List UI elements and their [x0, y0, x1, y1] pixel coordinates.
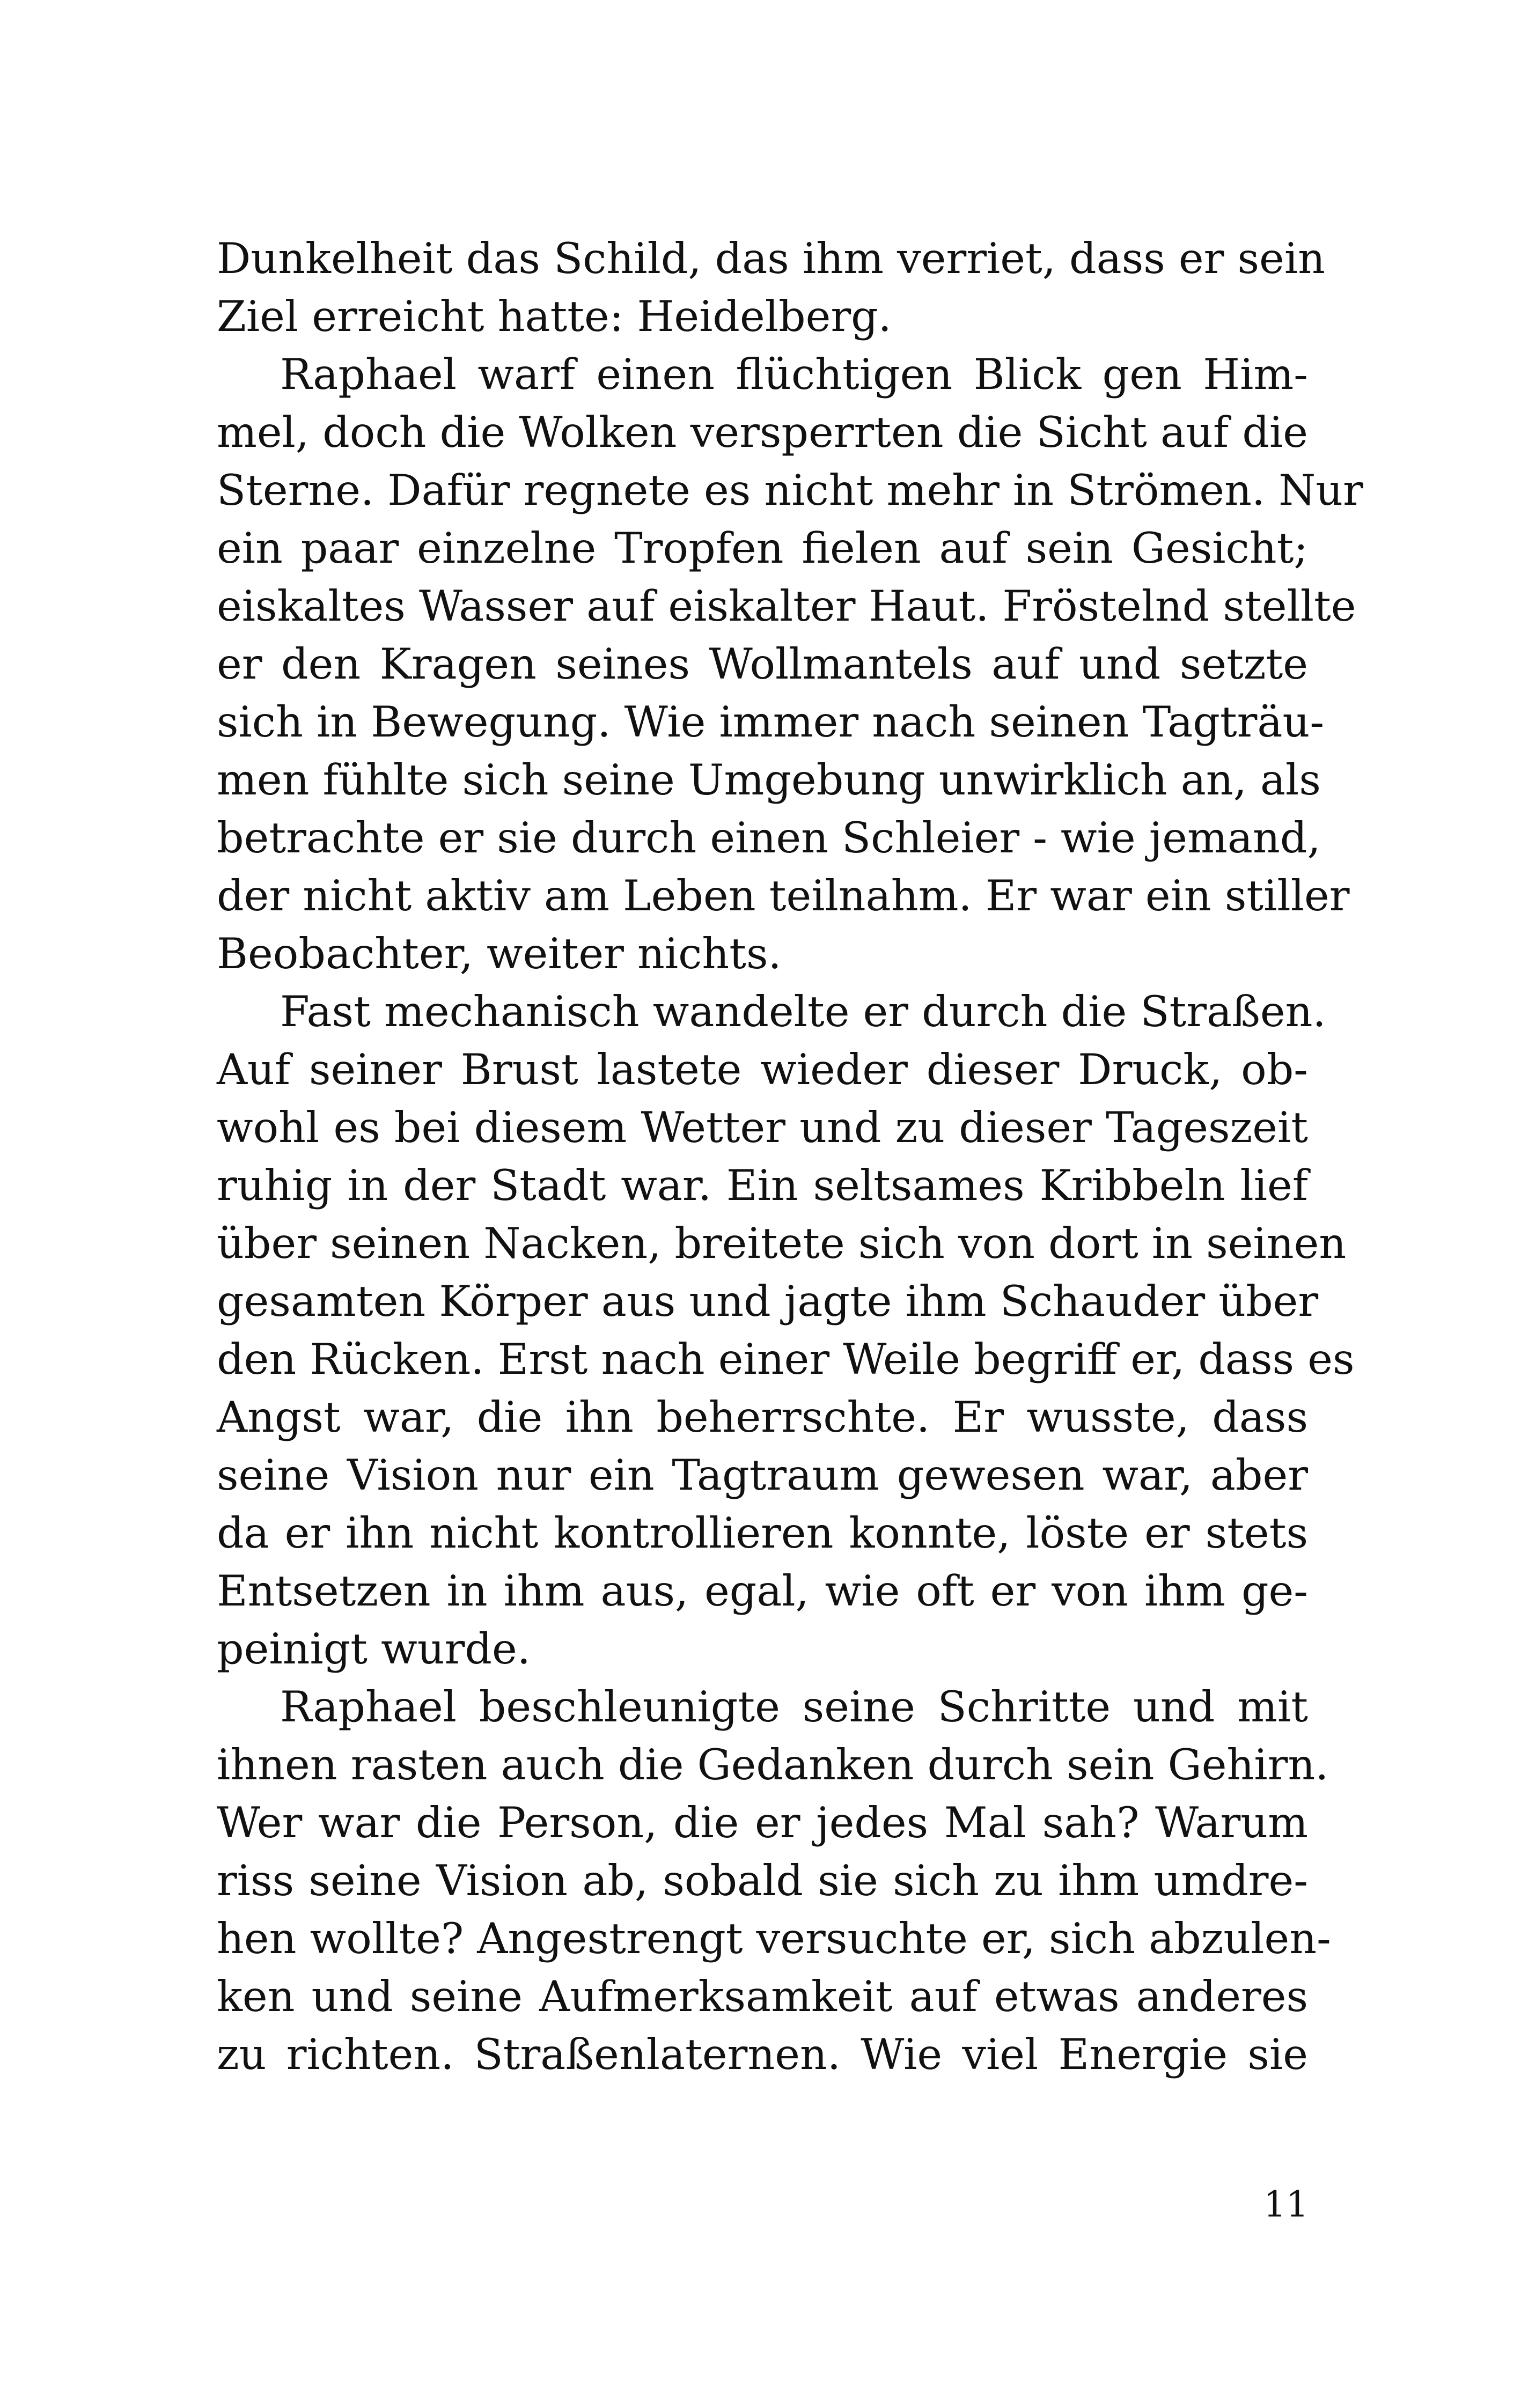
page-number: 11 — [1263, 2184, 1309, 2225]
text-line: Sterne. Dafür regnete es nicht mehr in Strömen. Nur — [217, 466, 1363, 515]
text-line: ken und seine Aufmerksamkeit auf etwas anderes — [217, 1972, 1308, 2021]
text-line: über seinen Nacken, breitete sich von dort in seinen — [217, 1219, 1347, 1268]
text-line: Fast mechanisch wandelte er durch die Straßen. — [280, 987, 1326, 1036]
text-line: betrachte er sie durch einen Schleier - wie jemand, — [217, 813, 1321, 863]
text-line: Auf seiner Brust lastete wieder dieser Druck, ob- — [217, 1045, 1308, 1094]
text-line: wohl es bei diesem Wetter und zu dieser Tageszeit — [217, 1103, 1308, 1152]
text-line: hen wollte? Angestrengt versuchte er, sich abzulen- — [217, 1914, 1331, 1963]
body-text — [217, 230, 1363, 2079]
text-line: Raphael beschleunigte seine Schritte und mit — [280, 1682, 1308, 1732]
text-line: Ziel erreicht hatte: Heidelberg. — [217, 292, 892, 341]
text-line: den Rücken. Erst nach einer Weile begriff er, dass es — [217, 1335, 1355, 1384]
text-line: eiskaltes Wasser auf eiskalter Haut. Fröstelnd stellte — [217, 581, 1356, 631]
text-line: sich in Bewegung. Wie immer nach seinen Tagträu- — [217, 697, 1325, 747]
text-line: Beobachter, weiter nichts. — [217, 929, 782, 978]
text-line: Entsetzen in ihm aus, egal, wie oft er von ihm ge- — [217, 1566, 1308, 1616]
text-line: Raphael warf einen flüchtigen Blick gen Him- — [280, 350, 1308, 399]
text-line: mel, doch die Wolken versperrten die Sicht auf die — [217, 408, 1308, 457]
text-line: gesamten Körper aus und jagte ihm Schauder über — [217, 1277, 1319, 1326]
text-line: ihnen rasten auch die Gedanken durch sein Gehirn. — [217, 1740, 1329, 1790]
text-line: Dunkelheit das Schild, das ihm verriet, dass er sein — [217, 234, 1325, 283]
text-line: er den Kragen seines Wollmantels auf und setzte — [217, 639, 1308, 689]
text-line: seine Vision nur ein Tagtraum gewesen war, aber — [217, 1450, 1308, 1500]
text-line: ruhig in der Stadt war. Ein seltsames Kribbeln lief — [217, 1161, 1308, 1210]
text-line: riss seine Vision ab, sobald sie sich zu ihm umdre- — [217, 1856, 1308, 1905]
text-line: peinigt wurde. — [217, 1624, 531, 1674]
text-line: men fühlte sich seine Umgebung unwirklich an, als — [217, 755, 1321, 805]
text-line: da er ihn nicht kontrollieren konnte, löste er stets — [217, 1508, 1308, 1558]
text-line: Angst war, die ihn beherrschte. Er wusste, dass — [217, 1393, 1308, 1442]
text-line: Wer war die Person, die er jedes Mal sah? Warum — [217, 1798, 1308, 1847]
text-line: zu richten. Straßenlaternen. Wie viel Energie sie — [217, 2030, 1308, 2079]
text-line: der nicht aktiv am Leben teilnahm. Er war ein stiller — [217, 871, 1350, 921]
text-line: ein paar einzelne Tropfen fielen auf sein Gesicht; — [217, 524, 1308, 573]
